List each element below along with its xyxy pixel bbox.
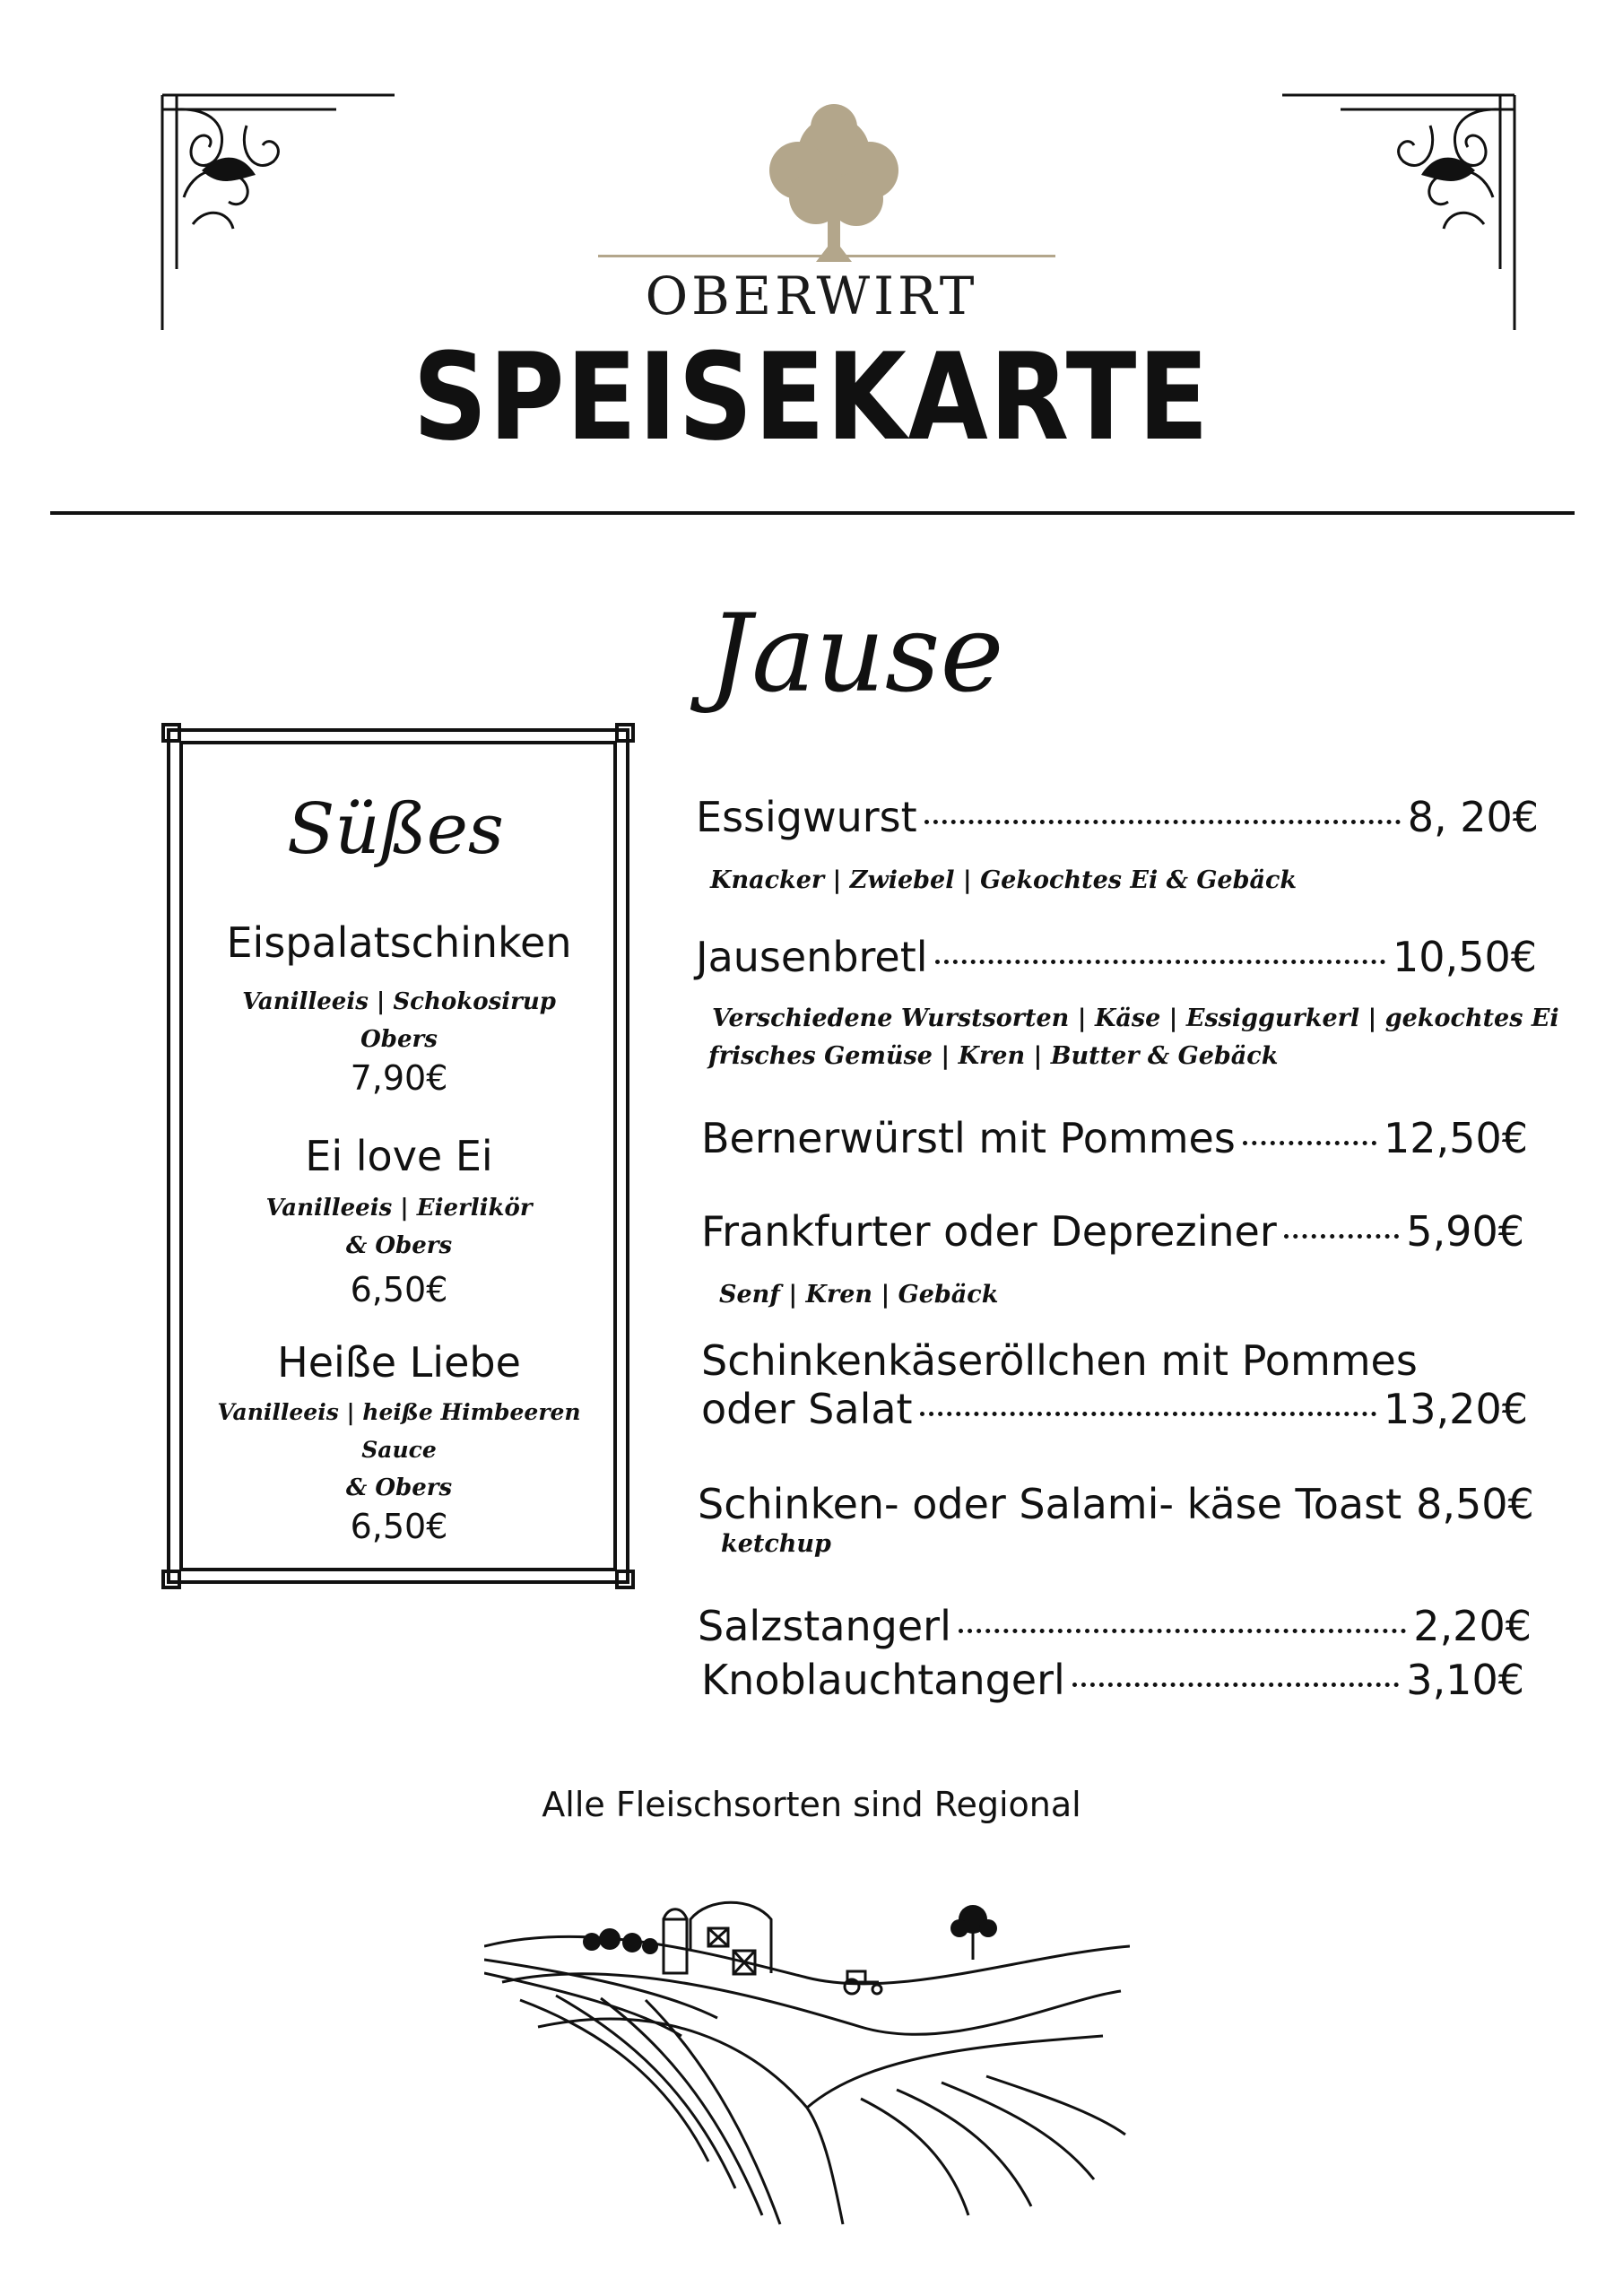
logo-underline [598,255,1055,257]
item-price: 2,20€ [1413,1602,1532,1650]
sweet-price: 6,50€ [350,1507,448,1546]
sweet-item [179,918,619,1098]
sweet-name: Eispalatschinken [226,918,572,967]
menu-item-schinkenkaeseroellchen [701,1385,1528,1433]
tree-logo-icon [753,99,915,269]
farm-landscape-icon [484,1892,1130,2233]
item-desc: Verschiedene Wurstsorten | Käse | Essiggurkerl | gekochtes Ei [712,1004,1559,1032]
item-price: 3,10€ [1406,1656,1524,1704]
item-desc: ketchup [721,1530,831,1558]
item-name: Jausenbretl [696,933,928,981]
item-price: 5,90€ [1406,1207,1524,1256]
corner-ornament-right-icon [1278,90,1520,341]
item-name: Bernerwürstl mit Pommes [701,1114,1236,1162]
dot-leader [920,1412,1376,1416]
sweet-name: Ei love Ei [305,1132,493,1180]
sweet-desc: & Obers [345,1474,453,1501]
item-name: Salzstangerl [698,1602,951,1650]
menu-item-toast [698,1480,1534,1528]
item-name: Schinkenkäseröllchen mit Pommes [701,1336,1418,1385]
dot-leader [1072,1683,1399,1687]
sweet-desc: Vanilleeis | Eierlikör [265,1195,533,1222]
item-price: 10,50€ [1393,933,1537,981]
item-desc: Knacker | Zwiebel | Gekochtes Ei & Gebäck [710,866,1298,894]
sweet-item [179,1132,619,1309]
dot-leader [1243,1141,1376,1145]
dot-leader [935,960,1385,964]
footer-note: Alle Fleischsorten sind Regional [542,1785,1081,1824]
menu-item-salzstangerl [698,1602,1532,1650]
item-price: 8, 20€ [1407,793,1539,841]
header-divider [50,511,1575,515]
menu-item-knoblauchtangerl [701,1656,1524,1704]
dot-leader [959,1629,1406,1633]
item-price: 8,50€ [1416,1480,1534,1528]
item-price: 12,50€ [1384,1114,1528,1162]
sweet-desc: Vanilleeis | Schokosirup [242,988,556,1015]
sweet-item [179,1338,619,1546]
sweet-desc: Vanilleeis | heiße Himbeeren Sauce [217,1399,581,1463]
item-name: Knoblauchtangerl [701,1656,1065,1704]
item-name: Schinken- oder Salami- käse Toast [698,1480,1402,1528]
menu-item-frankfurter [701,1207,1524,1256]
corner-ornament-left-icon [157,90,399,341]
item-name: Frankfurter oder Depreziner [701,1207,1277,1256]
item-price: 13,20€ [1384,1385,1528,1433]
sweet-name: Heiße Liebe [277,1338,521,1387]
jause-heading: Jause [708,592,1004,717]
sweet-desc: Obers [360,1026,438,1053]
menu-item-jausenbretl [696,933,1537,981]
item-desc: Senf | Kren | Gebäck [719,1281,999,1309]
item-desc: frisches Gemüse | Kren | Butter & Gebäck [708,1042,1279,1070]
menu-item-bernerwuerstl [701,1114,1528,1162]
sweet-desc: & Obers [345,1232,453,1259]
dot-leader [924,820,1401,824]
sweet-price: 7,90€ [350,1058,448,1098]
brand-name: OBERWIRT [645,265,978,326]
page-title: SPEISEKARTE [412,327,1211,467]
item-name: oder Salat [701,1385,913,1433]
dot-leader [1284,1234,1400,1239]
item-name: Essigwurst [696,793,917,841]
suesses-heading: Süßes [287,789,504,870]
sweet-price: 6,50€ [350,1270,448,1309]
menu-item-essigwurst [696,793,1539,841]
